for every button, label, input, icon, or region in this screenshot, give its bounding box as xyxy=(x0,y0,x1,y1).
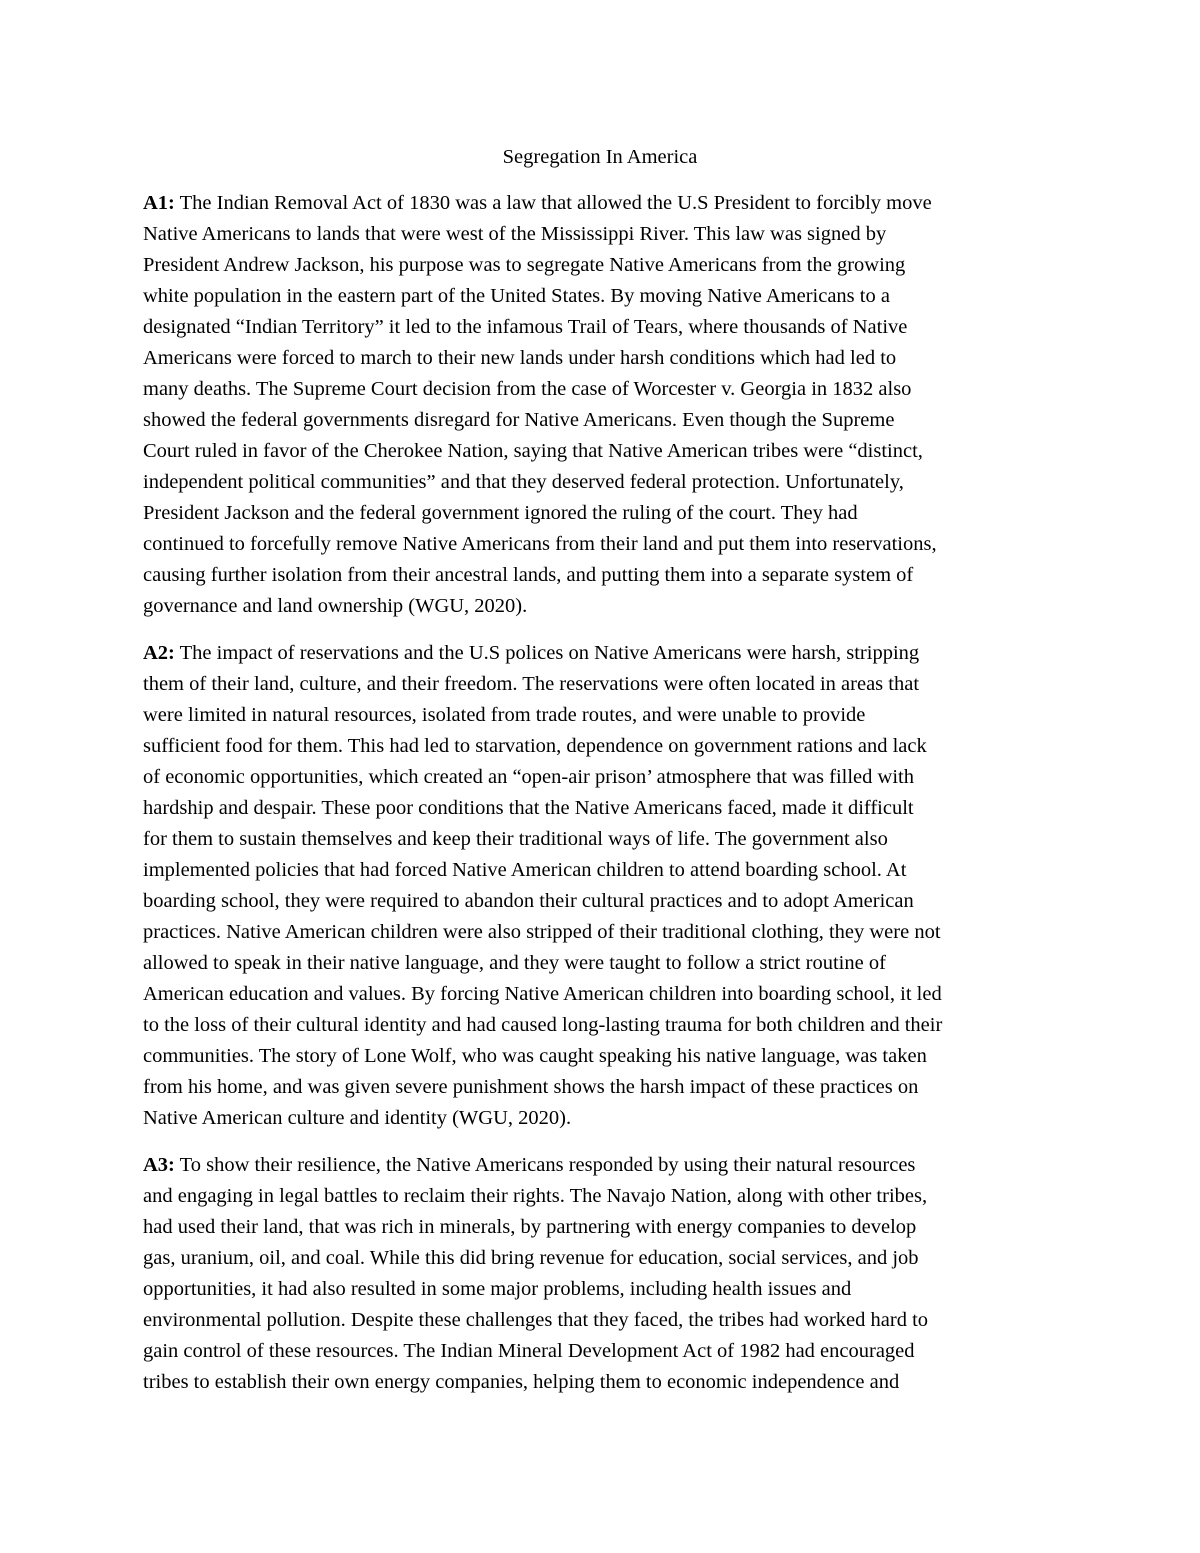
line-text: them of their land, culture, and their freedom. The reservations were often located in areas that xyxy=(143,673,920,695)
paragraph-line xyxy=(143,1181,927,1212)
paragraph-line xyxy=(143,762,914,793)
paragraph-line xyxy=(143,917,941,948)
paragraph-line xyxy=(143,638,919,669)
line-text: implemented policies that had forced Native American children to attend boarding school. At xyxy=(143,859,907,881)
line-text: The Indian Removal Act of 1830 was a law that allowed the U.S President to forcibly move xyxy=(174,192,932,214)
line-text: The impact of reservations and the U.S polices on Native Americans were harsh, stripping xyxy=(174,642,920,664)
paragraph-line xyxy=(143,1243,919,1274)
line-text: many deaths. The Supreme Court decision from the case of Worcester v. Georgia in 1832 also xyxy=(143,378,912,400)
document-title: Segregation In America xyxy=(502,146,698,168)
line-text: designated “Indian Territory” it led to the infamous Trail of Tears, where thousands of Native xyxy=(143,316,908,338)
paragraph-line xyxy=(143,1010,942,1041)
line-text: tribes to establish their own energy companies, helping them to economic independence and xyxy=(143,1371,900,1393)
line-text: had used their land, that was rich in minerals, by partnering with energy companies to develop xyxy=(143,1216,917,1238)
line-text: white population in the eastern part of the United States. By moving Native Americans to a xyxy=(143,285,890,307)
paragraph-line xyxy=(143,591,527,622)
paragraph-line xyxy=(143,467,904,498)
paragraph-line xyxy=(143,250,905,281)
paragraph-line xyxy=(143,405,894,436)
line-text: Native American culture and identity (WGU, 2020). xyxy=(143,1107,572,1129)
line-text: governance and land ownership (WGU, 2020). xyxy=(143,595,528,617)
paragraph-line xyxy=(143,1274,851,1305)
paragraph-line xyxy=(143,281,890,312)
line-text: communities. The story of Lone Wolf, who was caught speaking his native language, was taken xyxy=(143,1045,927,1067)
line-text: American education and values. By forcing Native American children into boarding school, it led xyxy=(143,983,942,1005)
paragraph-line xyxy=(143,669,919,700)
line-text: continued to forcefully remove Native Americans from their land and put them into reservations, xyxy=(143,533,937,555)
line-text: gain control of these resources. The Indian Mineral Development Act of 1982 had encouraged xyxy=(143,1340,915,1362)
paragraph-line xyxy=(143,343,896,374)
line-text: Court ruled in favor of the Cherokee Nation, saying that Native American tribes were “distinct, xyxy=(143,440,923,462)
paragraph-line xyxy=(143,824,888,855)
paragraph-line xyxy=(143,1367,899,1398)
line-text: to the loss of their cultural identity and had caused long-lasting trauma for both children and their xyxy=(143,1014,943,1036)
line-text: from his home, and was given severe punishment shows the harsh impact of these practices on xyxy=(143,1076,919,1098)
paragraph-line xyxy=(143,731,927,762)
line-text: for them to sustain themselves and keep their traditional ways of life. The government also xyxy=(143,828,888,850)
section-label: A2: xyxy=(143,642,175,664)
line-text: Native Americans to lands that were west of the Mississippi River. This law was signed by xyxy=(143,223,887,245)
line-text: To show their resilience, the Native Americans responded by using their natural resources xyxy=(174,1154,916,1176)
section-label: A3: xyxy=(143,1154,175,1176)
paragraph-line xyxy=(143,1150,915,1181)
line-text: causing further isolation from their ancestral lands, and putting them into a separate system of xyxy=(143,564,914,586)
line-text: Americans were forced to march to their new lands under harsh conditions which had led to xyxy=(143,347,897,369)
line-text: showed the federal governments disregard for Native Americans. Even though the Supreme xyxy=(143,409,895,431)
line-text: were limited in natural resources, isolated from trade routes, and were unable to provide xyxy=(143,704,866,726)
paragraph-line xyxy=(143,312,907,343)
line-text: and engaging in legal battles to reclaim their rights. The Navajo Nation, along with other tribes, xyxy=(143,1185,928,1207)
line-text: environmental pollution. Despite these challenges that they faced, the tribes had worked hard to xyxy=(143,1309,929,1331)
paragraph-line xyxy=(143,436,923,467)
paragraph-line xyxy=(143,700,865,731)
paragraph-line xyxy=(143,979,942,1010)
paragraph-line xyxy=(143,1212,916,1243)
line-text: President Jackson and the federal government ignored the ruling of the court. They had xyxy=(143,502,858,524)
paragraph-line xyxy=(143,188,932,219)
paragraph-line xyxy=(143,948,886,979)
paragraph-line xyxy=(143,1072,918,1103)
paragraph-line xyxy=(143,219,886,250)
paragraph-line xyxy=(143,1336,915,1367)
paragraph-line xyxy=(143,793,914,824)
line-text: gas, uranium, oil, and coal. While this did bring revenue for education, social services, and job xyxy=(143,1247,919,1269)
paragraph-line xyxy=(143,498,858,529)
line-text: independent political communities” and that they deserved federal protection. Unfortunately, xyxy=(143,471,904,493)
line-text: hardship and despair. These poor conditions that the Native Americans faced, made it difficult xyxy=(143,797,914,819)
paragraph-line xyxy=(143,1041,927,1072)
line-text: opportunities, it had also resulted in some major problems, including health issues and xyxy=(143,1278,852,1300)
paragraph-line xyxy=(143,529,937,560)
paragraph-line xyxy=(143,560,913,591)
section-label: A1: xyxy=(143,192,175,214)
line-text: practices. Native American children were also stripped of their traditional clothing, they were not xyxy=(143,921,941,943)
line-text: allowed to speak in their native language, and they were taught to follow a strict routine of xyxy=(143,952,886,974)
paragraph-line xyxy=(143,1305,928,1336)
line-text: sufficient food for them. This had led to starvation, dependence on government rations and lack xyxy=(143,735,927,757)
paragraph-line xyxy=(143,855,906,886)
line-text: of economic opportunities, which created an “open-air prison’ atmosphere that was filled with xyxy=(143,766,914,788)
line-text: boarding school, they were required to abandon their cultural practices and to adopt American xyxy=(143,890,914,912)
paragraph-line xyxy=(143,886,914,917)
line-text: President Andrew Jackson, his purpose was to segregate Native Americans from the growing xyxy=(143,254,906,276)
paragraph-line xyxy=(143,374,911,405)
paragraph-line xyxy=(143,1103,571,1134)
